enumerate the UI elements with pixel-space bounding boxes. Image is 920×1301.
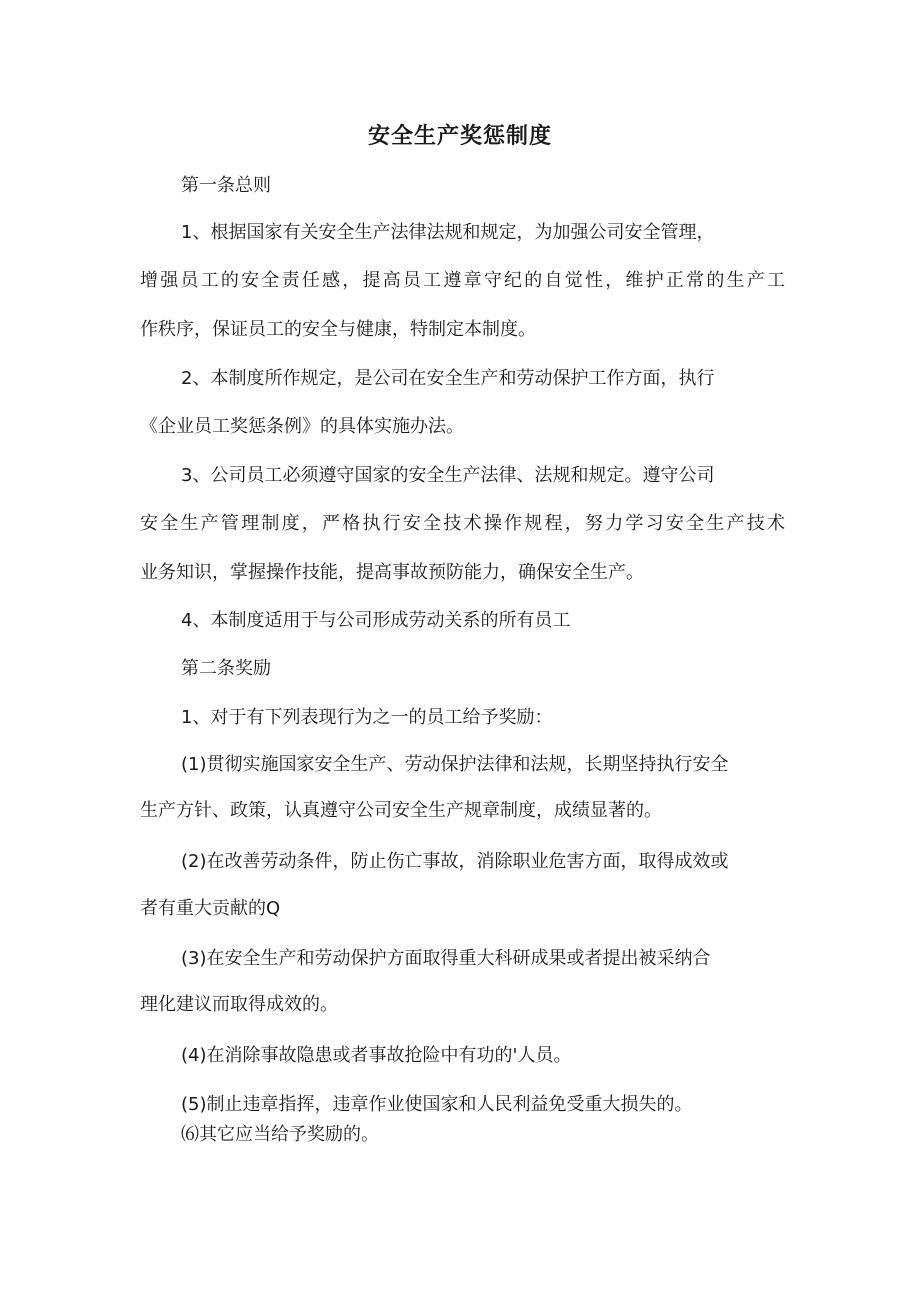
paragraph-line: 增强员工的安全责任感，提高员工遵章守纪的自觉性，维护正常的生产工	[140, 270, 785, 291]
paragraph-line: 1、根据国家有关安全生产法律法规和规定，为加强公司安全管理，	[181, 222, 715, 243]
list-item-line: 者有重大贡献的Q	[140, 898, 281, 919]
paragraph-line: 4、本制度适用于与公司形成劳动关系的所有员工	[181, 610, 571, 631]
section-heading-rewards: 第二条奖励	[181, 658, 271, 679]
list-item-line: (3)在安全生产和劳动保护方面取得重大科研成果或者提出被采纳合	[181, 948, 711, 969]
paragraph-line: 2、本制度所作规定，是公司在安全生产和劳动保护工作方面，执行	[181, 368, 715, 389]
paragraph-line: 《企业员工奖惩条例》的具体实施办法。	[140, 416, 464, 437]
list-item-line: (4)在消除事故隐患或者事故抢险中有功的'人员。	[181, 1045, 572, 1066]
paragraph-line: 作秩序，保证员工的安全与健康，特制定本制度。	[140, 319, 536, 340]
list-item-line: ⑹其它应当给予奖励的。	[181, 1124, 379, 1145]
paragraph-line: 1、对于有下列表现行为之一的员工给予奖励：	[181, 707, 553, 728]
section-heading-general: 第一条总则	[181, 175, 271, 196]
list-item-line: (2)在改善劳动条件，防止伤亡事故，消除职业危害方面，取得成效或	[181, 851, 729, 872]
paragraph-line: 安全生产管理制度，严格执行安全技术操作规程，努力学习安全生产技术	[140, 513, 785, 534]
list-item-line: 生产方针、政策，认真遵守公司安全生产规章制度，成绩显著的。	[140, 800, 662, 821]
list-item-line: (1)贯彻实施国家安全生产、劳动保护法律和法规，长期坚持执行安全	[181, 754, 729, 775]
list-item-line: (5)制止违章指挥，违章作业使国家和人民利益免受重大损失的。	[181, 1094, 693, 1115]
paragraph-line: 业务知识，掌握操作技能，提高事故预防能力，确保安全生产。	[140, 562, 644, 583]
document-title: 安全生产奖惩制度	[367, 124, 552, 149]
paragraph-line: 3、公司员工必须遵守国家的安全生产法律、法规和规定。遵守公司	[181, 465, 715, 486]
list-item-line: 理化建议而取得成效的。	[140, 994, 338, 1015]
